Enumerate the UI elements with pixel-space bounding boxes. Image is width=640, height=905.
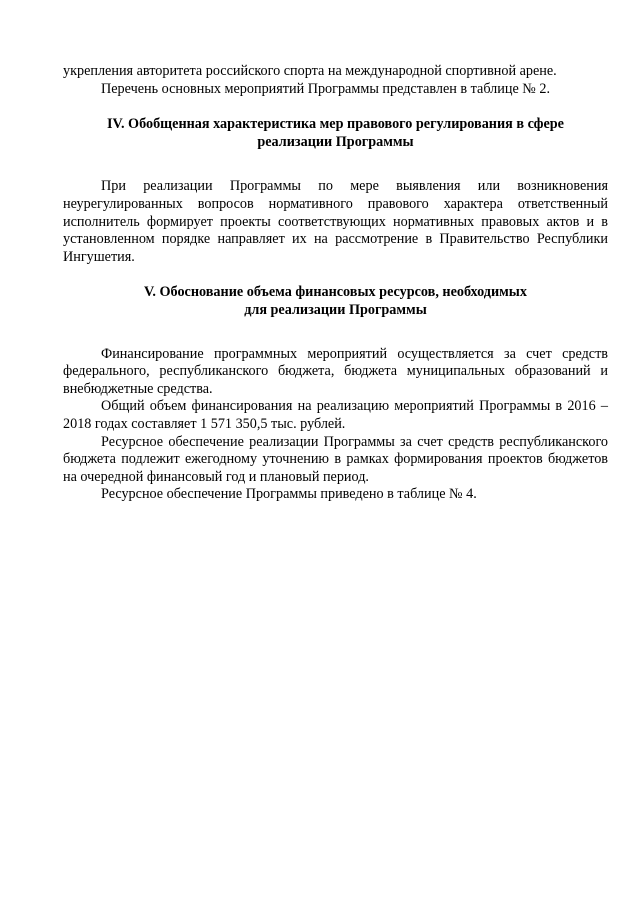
section-5-paragraph-resource-provision: Ресурсное обеспечение реализации Программы за счет средств республиканского бюджета подлежит ежегодному уточнению в рамках формирования проектов бюджетов на очередной финансовый год и плановый период.	[63, 433, 608, 485]
section-5-heading-line-1: V. Обоснование объема финансовых ресурсов, необходимых	[144, 284, 527, 301]
section-5-paragraph-financing-sources: Финансирование программных мероприятий осуществляется за счет средств федерального, республиканского бюджета, бюджета муниципальных образований и внебюджетные средства.	[63, 345, 608, 397]
section-5-paragraph-total-volume: Общий объем финансирования на реализацию мероприятий Программы в 2016 – 2018 годах составляет 1 571 350,5 тыс. рублей.	[63, 398, 608, 432]
section-4-heading-line-2: реализации Программы	[257, 133, 414, 150]
section-5-paragraph-table-reference: Ресурсное обеспечение Программы приведено в таблице № 4.	[101, 486, 477, 503]
intro-table-reference-text: Перечень основных мероприятий Программы представлен в таблице № 2.	[101, 80, 551, 97]
section-4-heading-line-1: IV. Обобщенная характеристика мер правового регулирования в сфере	[107, 116, 564, 133]
section-5-heading	[63, 284, 608, 319]
document-page	[63, 63, 608, 504]
intro-continuation-text: укрепления авторитета российского спорта на международной спортивной арене.	[63, 63, 557, 79]
section-5-heading-line-2: для реализации Программы	[244, 301, 427, 318]
section-4-paragraph: При реализации Программы по мере выявления или возникновения неурегулированных вопросов нормативного правового характера ответственный исполнитель формирует проекты соответствующих нормативных правовых актов и в установленном порядке направляет их на рассмотрение в Правительство Республики Ингушетия.	[63, 178, 608, 265]
section-4-heading	[63, 116, 608, 151]
